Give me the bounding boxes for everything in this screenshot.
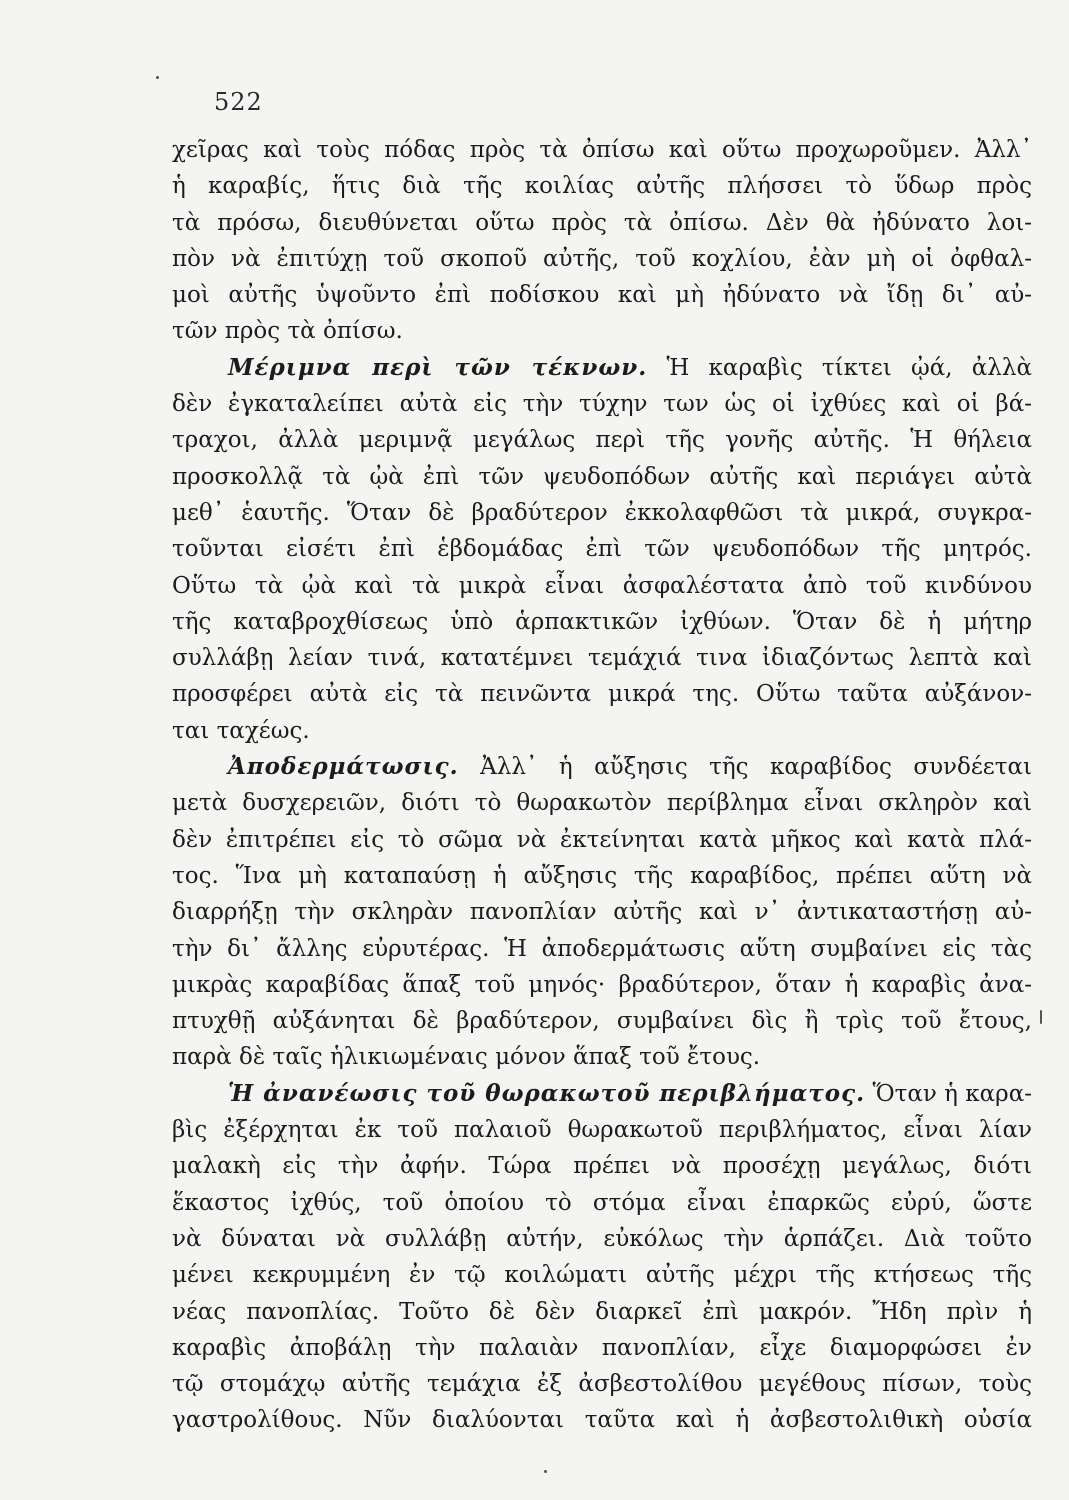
- line-text: μικρὰς καραβίδας ἅπαξ τοῦ μηνός· βραδύτερον, ὅταν ἡ καραβὶς ἀνα-: [172, 971, 1032, 998]
- line-text: καραβὶς ἀποβάλῃ τὴν παλαιὰν πανοπλίαν, εἶχε διαμορφώσει ἐν: [172, 1334, 1032, 1361]
- print-speck: [1040, 1010, 1042, 1024]
- line-text: τῆς καταβροχθίσεως ὑπὸ ἁρπακτικῶν ἰχθύων. Ὅταν δὲ ἡ μήτηρ: [172, 608, 1032, 635]
- line-text: δὲν ἐγκαταλείπει αὐτὰ εἰς τὴν τύχην των ὡς οἱ ἰχθύες καὶ οἱ βά-: [172, 391, 1032, 418]
- text-line: [172, 422, 1032, 458]
- section-heading: Ἀποδερμάτωσις.: [228, 753, 459, 781]
- text-line: [172, 313, 1032, 349]
- text-line: [172, 967, 1032, 1003]
- line-text: μοὶ αὐτῆς ὑψοῦντο ἐπὶ ποδίσκου καὶ μὴ ἠδύνατο νὰ ἴδῃ δι᾽ αὐ-: [172, 282, 1032, 309]
- text-line: [172, 132, 1032, 168]
- text-line: [172, 894, 1032, 930]
- line-text: Ἡ καραβὶς τίκτει ᾠά, ἀλλὰ: [647, 354, 1032, 381]
- text-line: [172, 822, 1032, 858]
- line-text: Ὅταν ἡ καρα-: [865, 1080, 1032, 1107]
- text-line: [172, 1366, 1032, 1402]
- text-line: [172, 241, 1032, 277]
- line-text: τῶν πρὸς τὰ ὀπίσω.: [172, 318, 403, 345]
- line-text: διαρρήξῃ τὴν σκληρὰν πανοπλίαν αὐτῆς καὶ ν᾽ ἀντικαταστήσῃ αὐ-: [172, 899, 1032, 926]
- text-line: [172, 1294, 1032, 1330]
- text-line: [172, 676, 1032, 712]
- text-line: [172, 495, 1032, 531]
- line-text: ται ταχέως.: [172, 717, 310, 744]
- page-number: 522: [214, 88, 263, 116]
- body-text: [172, 132, 1032, 1439]
- line-text: πὸν νὰ ἐπιτύχῃ τοῦ σκοποῦ αὐτῆς, τοῦ κοχλίου, ἐὰν μὴ οἱ ὀφθαλ-: [172, 245, 1032, 272]
- line-text: τῷ στομάχῳ αὐτῆς τεμάχια ἐξ ἀσβεστολίθου μεγέθους πίσων, τοὺς: [172, 1371, 1032, 1398]
- text-line: [172, 205, 1032, 241]
- text-line: [172, 785, 1032, 821]
- text-line: [172, 1221, 1032, 1257]
- line-text: τοῦνται εἰσέτι ἐπὶ ἑβδομάδας ἐπὶ τῶν ψευδοπόδων τῆς μητρός.: [172, 536, 1032, 563]
- section-heading: Ἡ ἀνανέωσις τοῦ θωρακωτοῦ περιβλήματος.: [228, 1079, 866, 1107]
- text-line: [172, 1402, 1032, 1438]
- text-line: [172, 1112, 1032, 1148]
- text-line: [172, 1185, 1032, 1221]
- paragraph-heading-line: [172, 749, 1032, 785]
- line-text: μαλακὴ εἰς τὴν ἀφήν. Τώρα πρέπει νὰ προσέχῃ μεγάλως, διότι: [172, 1153, 1032, 1180]
- text-line: [172, 604, 1032, 640]
- text-line: [172, 1039, 1032, 1075]
- line-text: Ἀλλ᾽ ἡ αὔξησις τῆς καραβίδος συνδέεται: [458, 754, 1032, 781]
- text-line: [172, 858, 1032, 894]
- line-text: γαστρολίθους. Νῦν διαλύονται ταῦτα καὶ ἡ ἀσβεστολιθικὴ οὐσία: [172, 1407, 1032, 1434]
- text-line: [172, 168, 1032, 204]
- text-line: [172, 277, 1032, 313]
- line-text: πτυχθῇ αὐξάνηται δὲ βραδύτερον, συμβαίνει δὶς ἢ τρὶς τοῦ ἔτους,: [172, 1008, 1032, 1035]
- text-line: [172, 386, 1032, 422]
- line-text: τὰ πρόσω, διευθύνεται οὕτω πρὸς τὰ ὀπίσω. Δὲν θὰ ἠδύνατο λοι-: [172, 209, 1032, 236]
- line-text: νέας πανοπλίας. Τοῦτο δὲ δὲν διαρκεῖ ἐπὶ μακρόν. Ἤδη πρὶν ἡ: [172, 1298, 1032, 1325]
- line-text: συλλάβῃ λείαν τινά, κατατέμνει τεμάχιά τινα ἰδιαζόντως λεπτὰ καὶ: [172, 645, 1032, 672]
- line-text: τος. Ἵνα μὴ καταπαύσῃ ἡ αὔξησις τῆς καραβίδος, πρέπει αὕτη νὰ: [172, 862, 1032, 889]
- line-text: μετὰ δυσχερειῶν, διότι τὸ θωρακωτὸν περίβλημα εἶναι σκληρὸν καὶ: [172, 790, 1032, 817]
- line-text: χεῖρας καὶ τοὺς πόδας πρὸς τὰ ὀπίσω καὶ οὕτω προχωροῦμεν. Ἀλλ᾽: [172, 137, 1032, 163]
- text-line: [172, 640, 1032, 676]
- line-text: δὲν ἐπιτρέπει εἰς τὸ σῶμα νὰ ἐκτείνηται κατὰ μῆκος καὶ κατὰ πλά-: [172, 826, 1032, 853]
- line-text: βὶς ἐξέρχηται ἐκ τοῦ παλαιοῦ θωρακωτοῦ περιβλήματος, εἶναι λίαν: [172, 1117, 1032, 1144]
- line-text: προσφέρει αὐτὰ εἰς τὰ πεινῶντα μικρά της. Οὕτω ταῦτα αὐξάνον-: [172, 681, 1032, 708]
- line-text: ἡ καραβίς, ἥτις διὰ τῆς κοιλίας αὐτῆς πλήσσει τὸ ὕδωρ πρὸς: [172, 173, 1032, 200]
- line-text: τὴν δι᾽ ἄλλης εὐρυτέρας. Ἡ ἀποδερμάτωσις αὕτη συμβαίνει εἰς τὰς: [172, 935, 1032, 962]
- line-text: Οὕτω τὰ ᾠὰ καὶ τὰ μικρὰ εἶναι ἀσφαλέστατα ἀπὸ τοῦ κινδύνου: [172, 572, 1032, 599]
- paragraph-heading-line: [172, 1076, 1032, 1112]
- text-line: [172, 531, 1032, 567]
- line-text: προσκολλᾷ τὰ ᾠὰ ἐπὶ τῶν ψευδοπόδων αὐτῆς καὶ περιάγει αὐτὰ: [172, 463, 1032, 490]
- text-line: [172, 459, 1032, 495]
- line-text: παρὰ δὲ ταῖς ἡλικιωμέναις μόνον ἅπαξ τοῦ ἔτους.: [172, 1044, 761, 1071]
- text-line: [172, 1003, 1032, 1039]
- text-line: [172, 931, 1032, 967]
- text-line: [172, 1257, 1032, 1293]
- text-line: [172, 1148, 1032, 1184]
- section-heading: Μέριμνα περὶ τῶν τέκνων.: [228, 353, 648, 381]
- print-speck: [156, 76, 159, 79]
- line-text: μεθ᾽ ἑαυτῆς. Ὅταν δὲ βραδύτερον ἐκκολαφθῶσι τὰ μικρά, συγκρα-: [172, 499, 1032, 526]
- text-line: [172, 1330, 1032, 1366]
- line-text: ἕκαστος ἰχθύς, τοῦ ὁποίου τὸ στόμα εἶναι ἐπαρκῶς εὐρύ, ὥστε: [172, 1189, 1032, 1216]
- paragraph-heading-line: [172, 350, 1032, 386]
- text-line: [172, 568, 1032, 604]
- line-text: μένει κεκρυμμένη ἐν τῷ κοιλώματι αὐτῆς μέχρι τῆς κτήσεως τῆς: [172, 1262, 1032, 1289]
- line-text: νὰ δύναται νὰ συλλάβῃ αὐτήν, εὐκόλως τὴν ἁρπάζει. Διὰ τοῦτο: [172, 1225, 1032, 1252]
- line-text: τραχοι, ἀλλὰ μεριμνᾷ μεγάλως περὶ τῆς γονῆς αὐτῆς. Ἡ θήλεια: [172, 427, 1032, 454]
- text-line: [172, 713, 1032, 749]
- print-speck: [544, 1470, 547, 1473]
